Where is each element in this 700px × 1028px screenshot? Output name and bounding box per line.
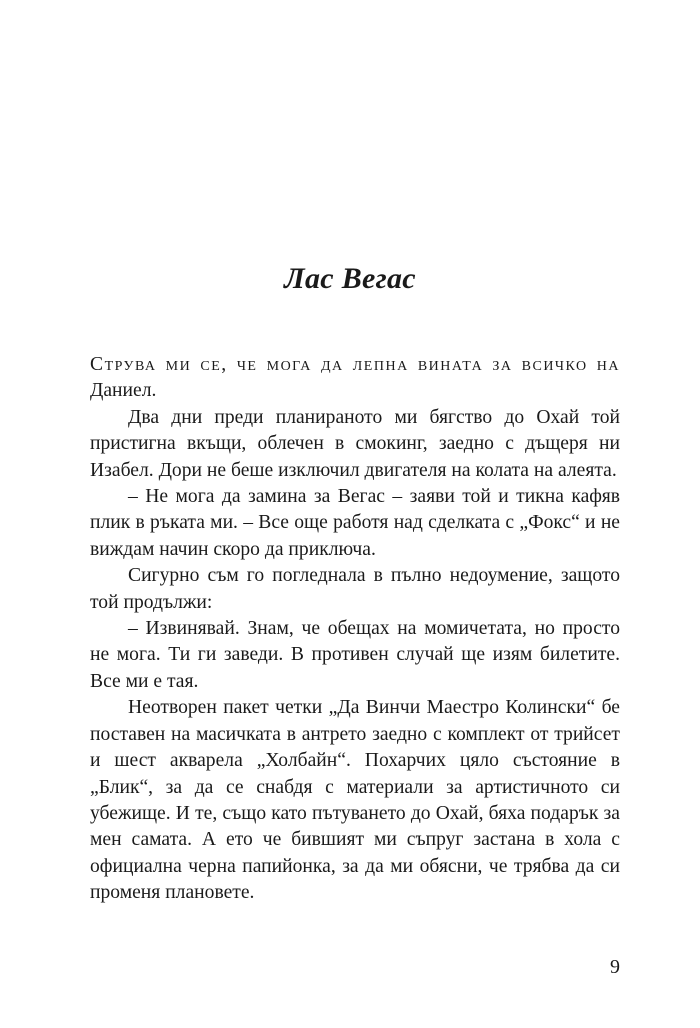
- paragraph: Сигурно съм го погледнала в пълно недоумение, защото той продължи:: [90, 565, 620, 613]
- paragraph: – Не мога да замина за Вегас – заяви той и тикна кафяв плик в ръката ми. – Все още работя над сделката с „Фокс“ и не виждам начин скоро да приключа.: [90, 486, 620, 560]
- paragraph: Неотворен пакет четки „Да Винчи Маестро Колински“ бе поставен на масичката в антрето заедно с комплект от трийсет и шест акварела „Холбайн“. Похарчих цяло състояние в „Блик“, за да се снабдя с материали за артистичното си убежище. И те, също като пътуването до Охай, бяха подарък за мен самата. А ето че бившият ми съпруг застана в хола с официална черна папийонка, за да ми обясни, че трябва да си променя плановете.: [90, 697, 620, 904]
- paragraph: Два дни преди планираното ми бягство до Охай той пристигна вкъщи, облечен в смокинг, заедно с дъщеря ни Изабел. Дори не беше изключил двигателя на колата на алеята.: [90, 406, 620, 481]
- opening-paragraph: [90, 352, 620, 405]
- opening-smallcaps-text: Струва ми се, че мога да лепна вината за всичко на: [90, 354, 620, 375]
- paragraph: – Извинявай. Знам, че обещах на момичетата, но просто не мога. Ти ги заведи. В противен случай ще изям билетите. Все ми е тая.: [90, 618, 620, 692]
- chapter-title: Лас Вегас: [284, 262, 416, 295]
- chapter-body: [90, 352, 620, 907]
- page-number: 9: [610, 956, 620, 978]
- opening-rest-text: Даниел.: [90, 380, 157, 402]
